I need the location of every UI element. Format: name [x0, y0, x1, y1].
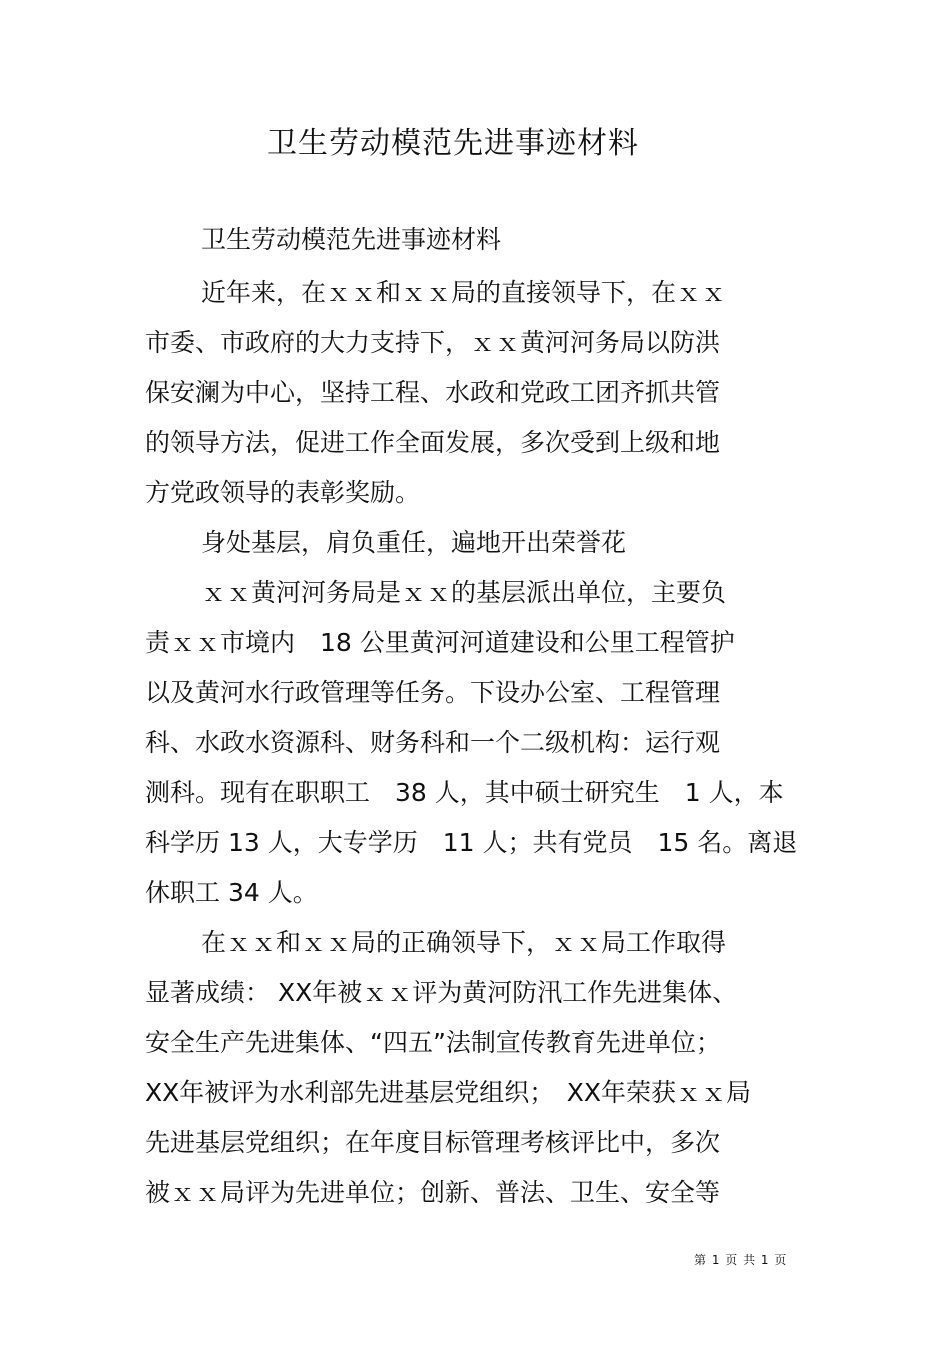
paragraph-1-line-5: 方党政领导的表彰奖励。: [145, 478, 421, 507]
paragraph-3-line-1: 在ｘｘ和ｘｘ局的正确领导下，ｘｘ局工作取得: [201, 928, 727, 957]
paragraph-3-line-5: 先进基层党组织；在年度目标管理考核评比中，多次: [145, 1128, 721, 1157]
paragraph-1-line-2: 市委、市政府的大力支持下，ｘｘ黄河河务局以防洪: [145, 328, 721, 357]
paragraph-1-line-3: 保安澜为中心，坚持工程、水政和党政工团齐抓共管: [145, 378, 721, 407]
document-title: 卫生劳动模范先进事迹材料: [267, 126, 639, 161]
page-number-footer: 第 1 页 共 1 页: [694, 1253, 788, 1267]
subtitle-line: 卫生劳动模范先进事迹材料: [201, 225, 502, 254]
paragraph-3-line-4: XX年被评为水利部先进基层党组织； XX年荣获ｘｘ局: [145, 1078, 752, 1107]
paragraph-1-line-4: 的领导方法，促进工作全面发展，多次受到上级和地: [145, 428, 721, 457]
paragraph-3-line-3: 安全生产先进集体、“四五”法制宣传教育先进单位；: [145, 1028, 721, 1057]
paragraph-1-line-1: 近年来，在ｘｘ和ｘｘ局的直接领导下，在ｘｘ: [201, 278, 727, 307]
paragraph-2-line-6: 科学历 13 人，大专学历 11 人；共有党员 15 名。离退: [145, 828, 798, 857]
paragraph-2-line-5: 测科。现有在职职工 38 人，其中硕士研究生 1 人，本: [145, 778, 784, 807]
paragraph-2-line-2: 责ｘｘ市境内 18 公里黄河河道建设和公里工程管护: [145, 628, 735, 657]
paragraph-2-line-7: 休职工 34 人。: [145, 878, 318, 907]
paragraph-2-line-1: ｘｘ黄河河务局是ｘｘ的基层派出单位，主要负: [201, 578, 727, 607]
paragraph-3-line-6: 被ｘｘ局评为先进单位；创新、普法、卫生、安全等: [145, 1178, 721, 1207]
paragraph-2-line-3: 以及黄河水行政管理等任务。下设办公室、工程管理: [145, 678, 721, 707]
paragraph-3-line-2: 显著成绩： XX年被ｘｘ评为黄河防汛工作先进集体、: [145, 978, 738, 1007]
section-heading: 身处基层，肩负重任，遍地开出荣誉花: [201, 528, 627, 557]
paragraph-2-line-4: 科、水政水资源科、财务科和一个二级机构：运行观: [145, 728, 721, 757]
